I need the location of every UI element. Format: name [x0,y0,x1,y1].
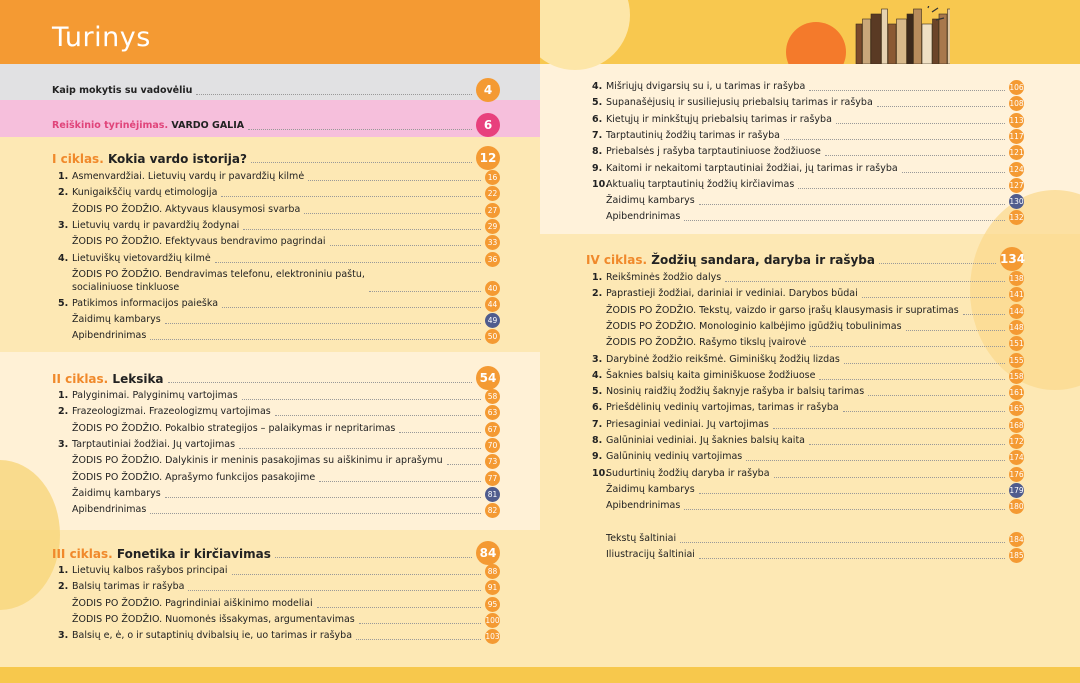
toc-item[interactable]: 1. Lietuvių kalbos rašybos principai 88 [58,564,500,577]
page-badge: 185 [1009,548,1024,563]
toc-item[interactable]: 10. Sudurtinių žodžių daryba ir rašyba 176 [592,467,1024,480]
page-badge: 103 [485,629,500,644]
page-badge: 127 [1009,178,1024,193]
page-badge: 33 [485,235,500,250]
title-bar [0,0,540,64]
page-badge: 179 [1009,483,1024,498]
page-badge: 148 [1009,320,1024,335]
page-badge: 63 [485,405,500,420]
page-badge: 132 [1009,210,1024,225]
toc-item[interactable]: 1. Reikšminės žodžio dalys 138 [592,271,1024,284]
toc-item[interactable]: 6. Priešdėlinių vedinių vartojimas, tarimas ir rašyba 165 [592,401,1024,414]
page-badge: 100 [485,613,500,628]
toc-section-cycle1[interactable]: I ciklas. Kokia vardo istorija? 12 [52,146,500,165]
page-badge: 151 [1009,336,1024,351]
books-illustration [780,6,950,64]
toc-item[interactable]: 10. Aktualių tarptautinių žodžių kirčiavimas 127 [592,178,1024,191]
page-badge: 77 [485,471,500,486]
page-badge: 168 [1009,418,1024,433]
page-badge: 106 [1009,80,1024,95]
page-badge: 81 [485,487,500,502]
toc-item[interactable]: ŽODIS PO ŽODŽIO. Aktyvaus klausymosi svarba 27 [58,203,500,216]
page-badge: 44 [485,297,500,312]
page-badge: 36 [485,252,500,267]
toc-item[interactable]: Apibendrinimas 180 [592,499,1024,512]
page-badge: 73 [485,454,500,469]
toc-item[interactable]: ŽODIS PO ŽODŽIO. Nuomonės išsakymas, argumentavimas 100 [58,613,500,626]
page-badge: 165 [1009,401,1024,416]
toc-item[interactable]: ŽODIS PO ŽODŽIO. Dalykinis ir meninis pasakojimas su aiškinimu ir aprašymu 73 [58,454,500,467]
page-badge: 82 [485,503,500,518]
page-badge: 176 [1009,467,1024,482]
toc-item[interactable]: ŽODIS PO ŽODŽIO. Aprašymo funkcijos pasakojime 77 [58,471,500,484]
toc-item[interactable]: Tekstų šaltiniai 184 [592,532,1024,545]
toc-item[interactable]: 3. Darybinė žodžio reikšmė. Giminiškų žodžių lizdas 155 [592,353,1024,366]
page-badge: 58 [485,389,500,404]
page-badge: 121 [1009,145,1024,160]
page-badge: 124 [1009,162,1024,177]
toc-item[interactable]: 4. Mišriųjų dvigarsių su i, u tarimas ir rašyba 106 [592,80,1024,93]
page-badge: 158 [1009,369,1024,384]
page-badge: 172 [1009,434,1024,449]
toc-section-cycle3[interactable]: III ciklas. Fonetika ir kirčiavimas 84 [52,541,500,560]
right-page [540,0,1080,683]
toc-item[interactable]: 4. Lietuviškų vietovardžių kilmė 36 [58,252,500,265]
page-badge: 50 [485,329,500,344]
toc-item[interactable]: 5. Nosinių raidžių žodžių šaknyje rašyba ir balsių tarimas 161 [592,385,1024,398]
toc-item[interactable]: 2. Balsių tarimas ir rašyba 91 [58,580,500,593]
toc-item[interactable]: 7. Tarptautinių žodžių tarimas ir rašyba 117 [592,129,1024,142]
toc-item[interactable]: Žaidimų kambarys 81 [58,487,500,500]
toc-item[interactable]: 3. Balsių e, ė, o ir sutaptinių dvibalsių ie, uo tarimas ir rašyba 103 [58,629,500,642]
bottom-strip [0,667,1080,683]
page-badge: 16 [485,170,500,185]
toc-section-cycle2[interactable]: II ciklas. Leksika 54 [52,366,500,385]
page-badge: 95 [485,597,500,612]
page-badge: 49 [485,313,500,328]
toc-item[interactable]: 2. Paprastieji žodžiai, dariniai ir vediniai. Darybos būdai 141 [592,287,1024,300]
page-badge: 141 [1009,287,1024,302]
toc-item[interactable]: 4. Šaknies balsių kaita giminiškuose žodžiuose 158 [592,369,1024,382]
page-badge: 6 [476,113,500,137]
page-badge: 155 [1009,353,1024,368]
toc-item[interactable]: Iliustracijų šaltiniai 185 [592,548,1024,561]
page-badge: 180 [1009,499,1024,514]
page-badge: 138 [1009,271,1024,286]
toc-item[interactable]: Žaidimų kambarys 179 [592,483,1024,496]
page-badge: 161 [1009,385,1024,400]
page-badge: 108 [1009,96,1024,111]
page-badge: 54 [476,366,500,390]
toc-item[interactable]: 3. Tarptautiniai žodžiai. Jų vartojimas 70 [58,438,500,451]
page-badge: 29 [485,219,500,234]
toc-item[interactable]: 8. Priebalsės j rašyba tarptautiniuose žodžiuose 121 [592,145,1024,158]
page-badge: 27 [485,203,500,218]
toc-item[interactable]: 8. Galūniniai vediniai. Jų šaknies balsių kaita 172 [592,434,1024,447]
page-badge: 117 [1009,129,1024,144]
toc-item[interactable]: Žaidimų kambarys 49 [58,313,500,326]
toc-item[interactable]: 7. Priesaginiai vediniai. Jų vartojimas 168 [592,418,1024,431]
page-badge: 22 [485,186,500,201]
page-badge: 70 [485,438,500,453]
toc-item[interactable]: 3. Lietuvių vardų ir pavardžių žodynai 29 [58,219,500,232]
toc-item[interactable]: Žaidimų kambarys 130 [592,194,1024,207]
page-badge: 40 [485,281,500,296]
toc-item[interactable]: 9. Kaitomi ir nekaitomi tarptautiniai žodžiai, jų tarimas ir rašyba 124 [592,162,1024,175]
toc-item[interactable]: ŽODIS PO ŽODŽIO. Efektyvaus bendravimo pagrindai 33 [58,235,500,248]
page-badge: 113 [1009,113,1024,128]
toc-item[interactable]: 2. Kunigaikščių vardų etimologija 22 [58,186,500,199]
toc-item[interactable]: 9. Galūninių vedinių vartojimas 174 [592,450,1024,463]
page-badge: 84 [476,541,500,565]
toc-item[interactable]: 6. Kietųjų ir minkštųjų priebalsių tarimas ir rašyba 113 [592,113,1024,126]
page-badge: 12 [476,146,500,170]
page-badge: 91 [485,580,500,595]
toc-item[interactable]: ŽODIS PO ŽODŽIO. Monologinio kalbėjimo įgūdžių tobulinimas 148 [592,320,1024,333]
page-badge: 174 [1009,450,1024,465]
toc-item[interactable]: Apibendrinimas 132 [592,210,1024,223]
toc-item[interactable]: 1. Palyginimai. Palyginimų vartojimas 58 [58,389,500,402]
page-badge: 88 [485,564,500,579]
page-badge: 4 [476,78,500,102]
page-title: Turinys [52,22,151,53]
toc-item[interactable]: 2. Frazeologizmai. Frazeologizmų vartojimas 63 [58,405,500,418]
toc-item[interactable]: ŽODIS PO ŽODŽIO. Bendravimas telefonu, elektroniniu paštu, socialiniuose tinkluose 40 [58,268,500,294]
toc-item[interactable]: ŽODIS PO ŽODŽIO. Tekstų, vaizdo ir garso įrašų klausymasis ir supratimas 144 [592,304,1024,317]
toc-item[interactable]: ŽODIS PO ŽODŽIO. Pagrindiniai aiškinimo modeliai 95 [58,597,500,610]
toc-item[interactable]: ŽODIS PO ŽODŽIO. Rašymo tikslų įvairovė 151 [592,336,1024,349]
page-badge: 130 [1009,194,1024,209]
toc-item[interactable]: 5. Patikimos informacijos paieška 44 [58,297,500,310]
page-badge: 184 [1009,532,1024,547]
toc-research[interactable]: Reiškinio tyrinėjimas. VARDO GALIA 6 [52,113,500,132]
toc-section-cycle4[interactable]: IV ciklas. Žodžių sandara, daryba ir rašyba 134 [586,247,1024,266]
toc-item[interactable]: 1. Asmenvardžiai. Lietuvių vardų ir pavardžių kilmė 16 [58,170,500,183]
page-badge: 144 [1009,304,1024,319]
toc-item[interactable]: ŽODIS PO ŽODŽIO. Pokalbio strategijos – palaikymas ir nepritarimas 67 [58,422,500,435]
page-badge: 134 [1000,247,1024,271]
toc-item[interactable]: Apibendrinimas 50 [58,329,500,342]
toc-item[interactable]: Apibendrinimas 82 [58,503,500,516]
toc-intro[interactable]: Kaip mokytis su vadovėliu 4 [52,78,500,97]
page-badge: 67 [485,422,500,437]
toc-item[interactable]: 5. Supanašėjusių ir susiliejusių priebalsių tarimas ir rašyba 108 [592,96,1024,109]
